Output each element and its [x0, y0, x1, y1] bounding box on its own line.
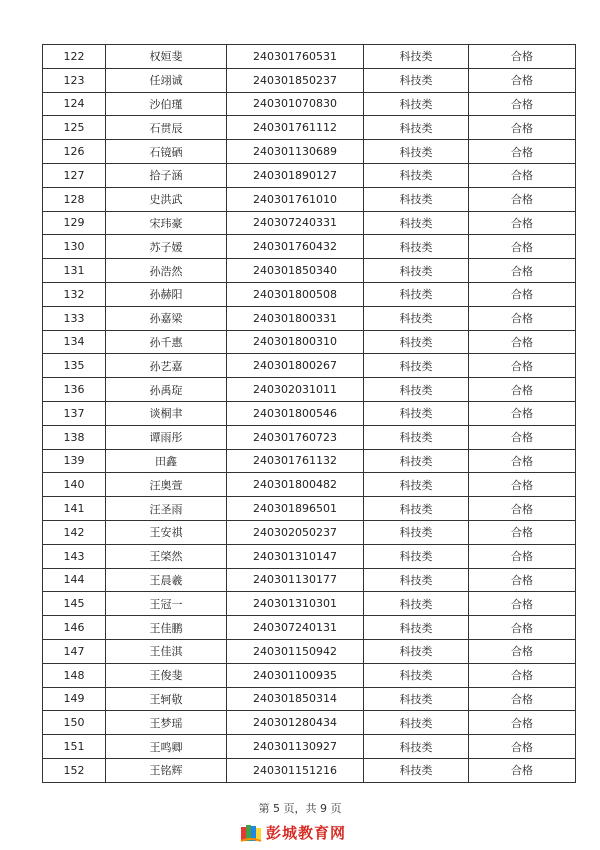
table-row: [43, 259, 576, 283]
row-number-cell: 136: [43, 378, 106, 402]
name-cell: 王轲敬: [106, 687, 227, 711]
id-cell: 240301800267: [227, 354, 364, 378]
category-cell: 科技类: [364, 235, 469, 259]
id-cell: 240301760432: [227, 235, 364, 259]
result-cell: 合格: [469, 187, 576, 211]
results-table-body: [43, 45, 576, 783]
category-cell: 科技类: [364, 758, 469, 782]
name-cell: 汪圣雨: [106, 497, 227, 521]
category-cell: 科技类: [364, 92, 469, 116]
category-cell: 科技类: [364, 330, 469, 354]
row-number-cell: 141: [43, 497, 106, 521]
result-cell: 合格: [469, 45, 576, 69]
table-row: [43, 544, 576, 568]
name-cell: 拾子涵: [106, 163, 227, 187]
row-number-cell: 149: [43, 687, 106, 711]
table-row: [43, 592, 576, 616]
result-cell: 合格: [469, 568, 576, 592]
id-cell: 240301850340: [227, 259, 364, 283]
name-cell: 王冠一: [106, 592, 227, 616]
row-number-cell: 132: [43, 282, 106, 306]
row-number-cell: 145: [43, 592, 106, 616]
category-cell: 科技类: [364, 425, 469, 449]
id-cell: 240301800331: [227, 306, 364, 330]
row-number-cell: 126: [43, 140, 106, 164]
name-cell: 沙伯瑾: [106, 92, 227, 116]
id-cell: 240307240331: [227, 211, 364, 235]
row-number-cell: 123: [43, 68, 106, 92]
name-cell: 王安祺: [106, 520, 227, 544]
name-cell: 孙艺嘉: [106, 354, 227, 378]
row-number-cell: 130: [43, 235, 106, 259]
id-cell: 240301070830: [227, 92, 364, 116]
result-cell: 合格: [469, 211, 576, 235]
row-number-cell: 137: [43, 401, 106, 425]
result-cell: 合格: [469, 663, 576, 687]
row-number-cell: 143: [43, 544, 106, 568]
result-cell: 合格: [469, 116, 576, 140]
id-cell: 240301800508: [227, 282, 364, 306]
result-cell: 合格: [469, 259, 576, 283]
result-cell: 合格: [469, 616, 576, 640]
category-cell: 科技类: [364, 473, 469, 497]
category-cell: 科技类: [364, 711, 469, 735]
row-number-cell: 134: [43, 330, 106, 354]
category-cell: 科技类: [364, 520, 469, 544]
name-cell: 任翊诚: [106, 68, 227, 92]
id-cell: 240301761112: [227, 116, 364, 140]
category-cell: 科技类: [364, 211, 469, 235]
category-cell: 科技类: [364, 354, 469, 378]
result-cell: 合格: [469, 473, 576, 497]
row-number-cell: 150: [43, 711, 106, 735]
row-number-cell: 152: [43, 758, 106, 782]
result-cell: 合格: [469, 235, 576, 259]
name-cell: 苏子媛: [106, 235, 227, 259]
id-cell: 240301761132: [227, 449, 364, 473]
table-row: [43, 140, 576, 164]
result-cell: 合格: [469, 735, 576, 759]
id-cell: 240301280434: [227, 711, 364, 735]
id-cell: 240301800310: [227, 330, 364, 354]
id-cell: 240301130689: [227, 140, 364, 164]
watermark-text: 彭城教育网: [266, 824, 347, 842]
category-cell: 科技类: [364, 592, 469, 616]
result-cell: 合格: [469, 425, 576, 449]
table-row: [43, 735, 576, 759]
table-row: [43, 306, 576, 330]
id-cell: 240302031011: [227, 378, 364, 402]
table-row: [43, 282, 576, 306]
table-row: [43, 520, 576, 544]
table-row: [43, 401, 576, 425]
table-row: [43, 354, 576, 378]
id-cell: 240302050237: [227, 520, 364, 544]
table-row: [43, 449, 576, 473]
id-cell: 240301761010: [227, 187, 364, 211]
category-cell: 科技类: [364, 163, 469, 187]
name-cell: 王鸣卿: [106, 735, 227, 759]
category-cell: 科技类: [364, 401, 469, 425]
result-cell: 合格: [469, 401, 576, 425]
table-row: [43, 616, 576, 640]
result-cell: 合格: [469, 306, 576, 330]
table-row: [43, 68, 576, 92]
table-row: [43, 187, 576, 211]
table-row: [43, 378, 576, 402]
name-cell: 石镜硒: [106, 140, 227, 164]
table-row: [43, 116, 576, 140]
table-row: [43, 330, 576, 354]
table-row: [43, 92, 576, 116]
id-cell: 240307240131: [227, 616, 364, 640]
name-cell: 王棨然: [106, 544, 227, 568]
table-row: [43, 497, 576, 521]
result-cell: 合格: [469, 163, 576, 187]
name-cell: 王俊斐: [106, 663, 227, 687]
id-cell: 240301150942: [227, 639, 364, 663]
name-cell: 石贯辰: [106, 116, 227, 140]
row-number-cell: 142: [43, 520, 106, 544]
watermark-logo: [240, 822, 346, 843]
result-cell: 合格: [469, 639, 576, 663]
id-cell: 240301800482: [227, 473, 364, 497]
id-cell: 240301100935: [227, 663, 364, 687]
name-cell: 孙赫阳: [106, 282, 227, 306]
name-cell: 孙禹琁: [106, 378, 227, 402]
row-number-cell: 133: [43, 306, 106, 330]
result-cell: 合格: [469, 378, 576, 402]
name-cell: 王梦瑶: [106, 711, 227, 735]
id-cell: 240301310301: [227, 592, 364, 616]
category-cell: 科技类: [364, 544, 469, 568]
row-number-cell: 131: [43, 259, 106, 283]
result-cell: 合格: [469, 711, 576, 735]
name-cell: 权姮斐: [106, 45, 227, 69]
name-cell: 田鑫: [106, 449, 227, 473]
row-number-cell: 122: [43, 45, 106, 69]
row-number-cell: 127: [43, 163, 106, 187]
name-cell: 宋玮豪: [106, 211, 227, 235]
result-cell: 合格: [469, 330, 576, 354]
category-cell: 科技类: [364, 616, 469, 640]
row-number-cell: 144: [43, 568, 106, 592]
category-cell: 科技类: [364, 140, 469, 164]
result-cell: 合格: [469, 592, 576, 616]
table-row: [43, 235, 576, 259]
name-cell: 孙嘉梁: [106, 306, 227, 330]
table-row: [43, 639, 576, 663]
category-cell: 科技类: [364, 449, 469, 473]
result-cell: 合格: [469, 282, 576, 306]
result-cell: 合格: [469, 92, 576, 116]
category-cell: 科技类: [364, 259, 469, 283]
id-cell: 240301130177: [227, 568, 364, 592]
result-cell: 合格: [469, 687, 576, 711]
table-row: [43, 758, 576, 782]
category-cell: 科技类: [364, 687, 469, 711]
row-number-cell: 140: [43, 473, 106, 497]
row-number-cell: 139: [43, 449, 106, 473]
name-cell: 王晨羲: [106, 568, 227, 592]
id-cell: 240301896501: [227, 497, 364, 521]
id-cell: 240301850314: [227, 687, 364, 711]
book-logo-icon: [240, 823, 262, 843]
table-row: [43, 473, 576, 497]
table-row: [43, 163, 576, 187]
row-number-cell: 125: [43, 116, 106, 140]
category-cell: 科技类: [364, 282, 469, 306]
name-cell: 谭雨彤: [106, 425, 227, 449]
category-cell: 科技类: [364, 116, 469, 140]
id-cell: 240301310147: [227, 544, 364, 568]
result-cell: 合格: [469, 520, 576, 544]
table-row: [43, 45, 576, 69]
row-number-cell: 135: [43, 354, 106, 378]
row-number-cell: 128: [43, 187, 106, 211]
category-cell: 科技类: [364, 568, 469, 592]
id-cell: 240301760723: [227, 425, 364, 449]
id-cell: 240301800546: [227, 401, 364, 425]
result-cell: 合格: [469, 497, 576, 521]
id-cell: 240301130927: [227, 735, 364, 759]
name-cell: 王铭辉: [106, 758, 227, 782]
category-cell: 科技类: [364, 663, 469, 687]
category-cell: 科技类: [364, 68, 469, 92]
name-cell: 史洪武: [106, 187, 227, 211]
row-number-cell: 146: [43, 616, 106, 640]
result-cell: 合格: [469, 758, 576, 782]
category-cell: 科技类: [364, 497, 469, 521]
id-cell: 240301151216: [227, 758, 364, 782]
row-number-cell: 138: [43, 425, 106, 449]
table-row: [43, 711, 576, 735]
table-row: [43, 425, 576, 449]
row-number-cell: 147: [43, 639, 106, 663]
table-row: [43, 687, 576, 711]
result-cell: 合格: [469, 544, 576, 568]
row-number-cell: 151: [43, 735, 106, 759]
id-cell: 240301890127: [227, 163, 364, 187]
result-cell: 合格: [469, 449, 576, 473]
name-cell: 谈桐聿: [106, 401, 227, 425]
name-cell: 汪奥萱: [106, 473, 227, 497]
category-cell: 科技类: [364, 45, 469, 69]
category-cell: 科技类: [364, 735, 469, 759]
category-cell: 科技类: [364, 187, 469, 211]
results-table: [42, 44, 576, 783]
page-number: 第 5 页，共 9 页: [258, 802, 342, 815]
category-cell: 科技类: [364, 378, 469, 402]
category-cell: 科技类: [364, 639, 469, 663]
row-number-cell: 129: [43, 211, 106, 235]
table-row: [43, 211, 576, 235]
name-cell: 孙千惠: [106, 330, 227, 354]
table-row: [43, 663, 576, 687]
row-number-cell: 124: [43, 92, 106, 116]
name-cell: 王佳淇: [106, 639, 227, 663]
result-cell: 合格: [469, 140, 576, 164]
id-cell: 240301850237: [227, 68, 364, 92]
name-cell: 孙浩然: [106, 259, 227, 283]
result-cell: 合格: [469, 354, 576, 378]
row-number-cell: 148: [43, 663, 106, 687]
category-cell: 科技类: [364, 306, 469, 330]
table-row: [43, 568, 576, 592]
result-cell: 合格: [469, 68, 576, 92]
name-cell: 王佳鹏: [106, 616, 227, 640]
id-cell: 240301760531: [227, 45, 364, 69]
